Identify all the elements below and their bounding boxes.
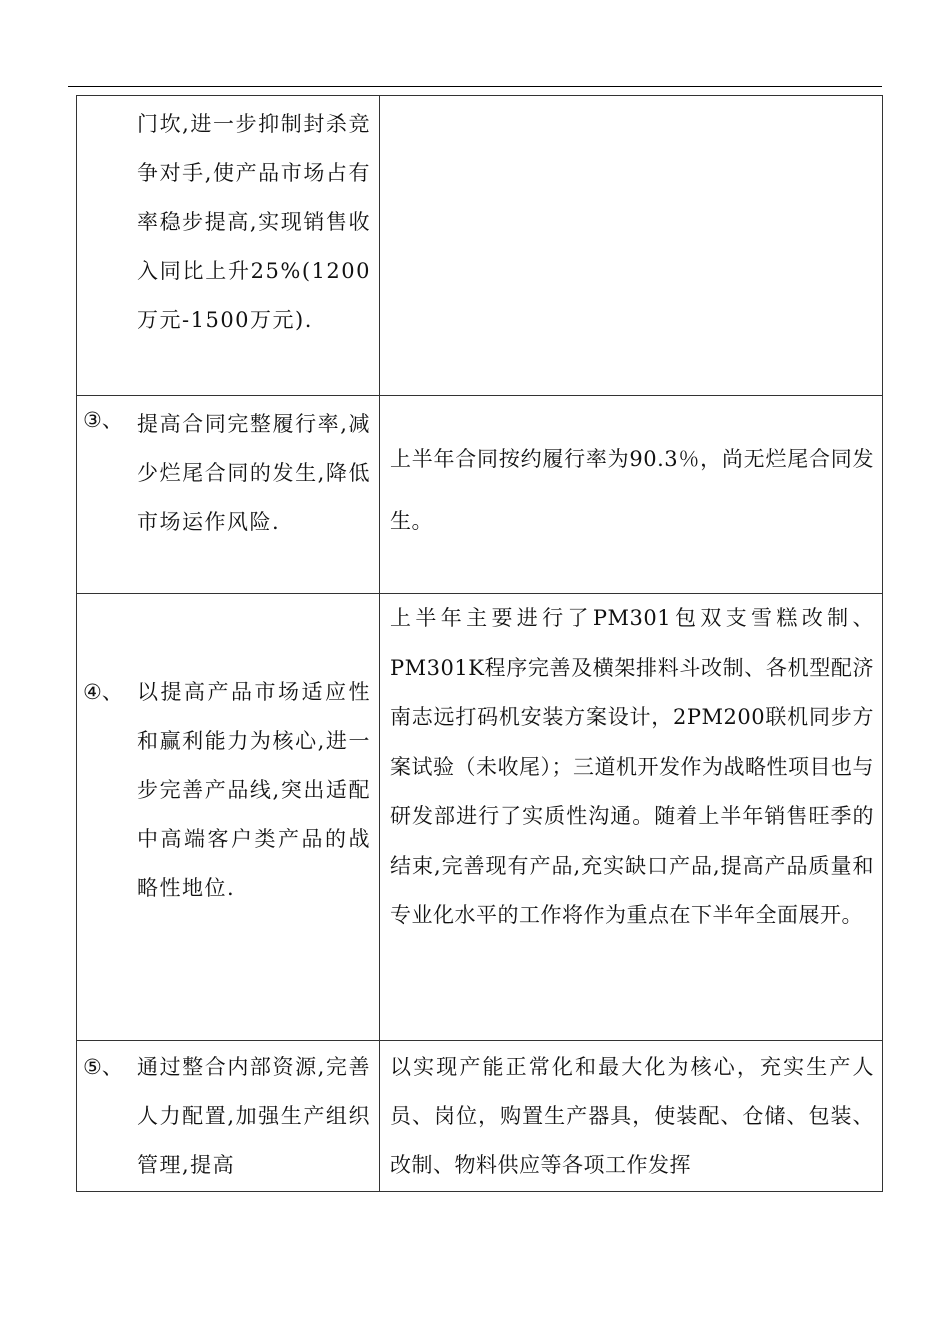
result-cell: [380, 396, 883, 594]
table-row: [77, 396, 883, 594]
item-number: ③、: [83, 408, 123, 432]
goal-text: 以提高产品市场适应性和赢利能力为核心,进一步完善产品线,突出适配中高端客户类产品的战略性地位.: [137, 680, 371, 900]
result-text: 以实现产能正常化和最大化为核心，充实生产人员、岗位，购置生产器具，使装配、仓储、包装、改制、物料供应等各项工作发挥: [390, 1055, 874, 1177]
goal-text: 门坎,进一步抑制封杀竞争对手,使产品市场占有率稳步提高,实现销售收入同比上升25%(1200万元-1500万元).: [137, 112, 371, 332]
goal-text: 通过整合内部资源,完善人力配置,加强生产组织管理,提高: [137, 1055, 371, 1177]
result-text: 上半年合同按约履行率为90.3％，尚无烂尾合同发生。: [390, 447, 874, 533]
goal-cell: [77, 594, 380, 1041]
goal-cell: [77, 1041, 380, 1192]
table-row: [77, 594, 883, 1041]
table-row: [77, 1041, 883, 1192]
goal-cell: [77, 96, 380, 396]
result-cell: [380, 96, 883, 396]
result-text: 上半年主要进行了PM301包双支雪糕改制、PM301K程序完善及横架排料斗改制、各机型配济南志远打码机安装方案设计，2PM200联机同步方案试验（未收尾）；三道机开发作为战略性项目也与研发部进行了实质性沟通。随着上半年销售旺季的结束,完善现有产品,充实缺口产品,提高产品质量和专业化水平的工作将作为重点在下半年全面展开。: [390, 606, 874, 927]
item-number: ④、: [83, 680, 123, 704]
goal-cell: [77, 396, 380, 594]
table-row: [77, 96, 883, 396]
result-cell: [380, 594, 883, 1041]
work-summary-table: [76, 95, 883, 1192]
header-rule: [68, 86, 882, 87]
item-number: ⑤、: [83, 1055, 123, 1079]
result-cell: [380, 1041, 883, 1192]
goal-text: 提高合同完整履行率,减少烂尾合同的发生,降低市场运作风险.: [137, 412, 371, 534]
